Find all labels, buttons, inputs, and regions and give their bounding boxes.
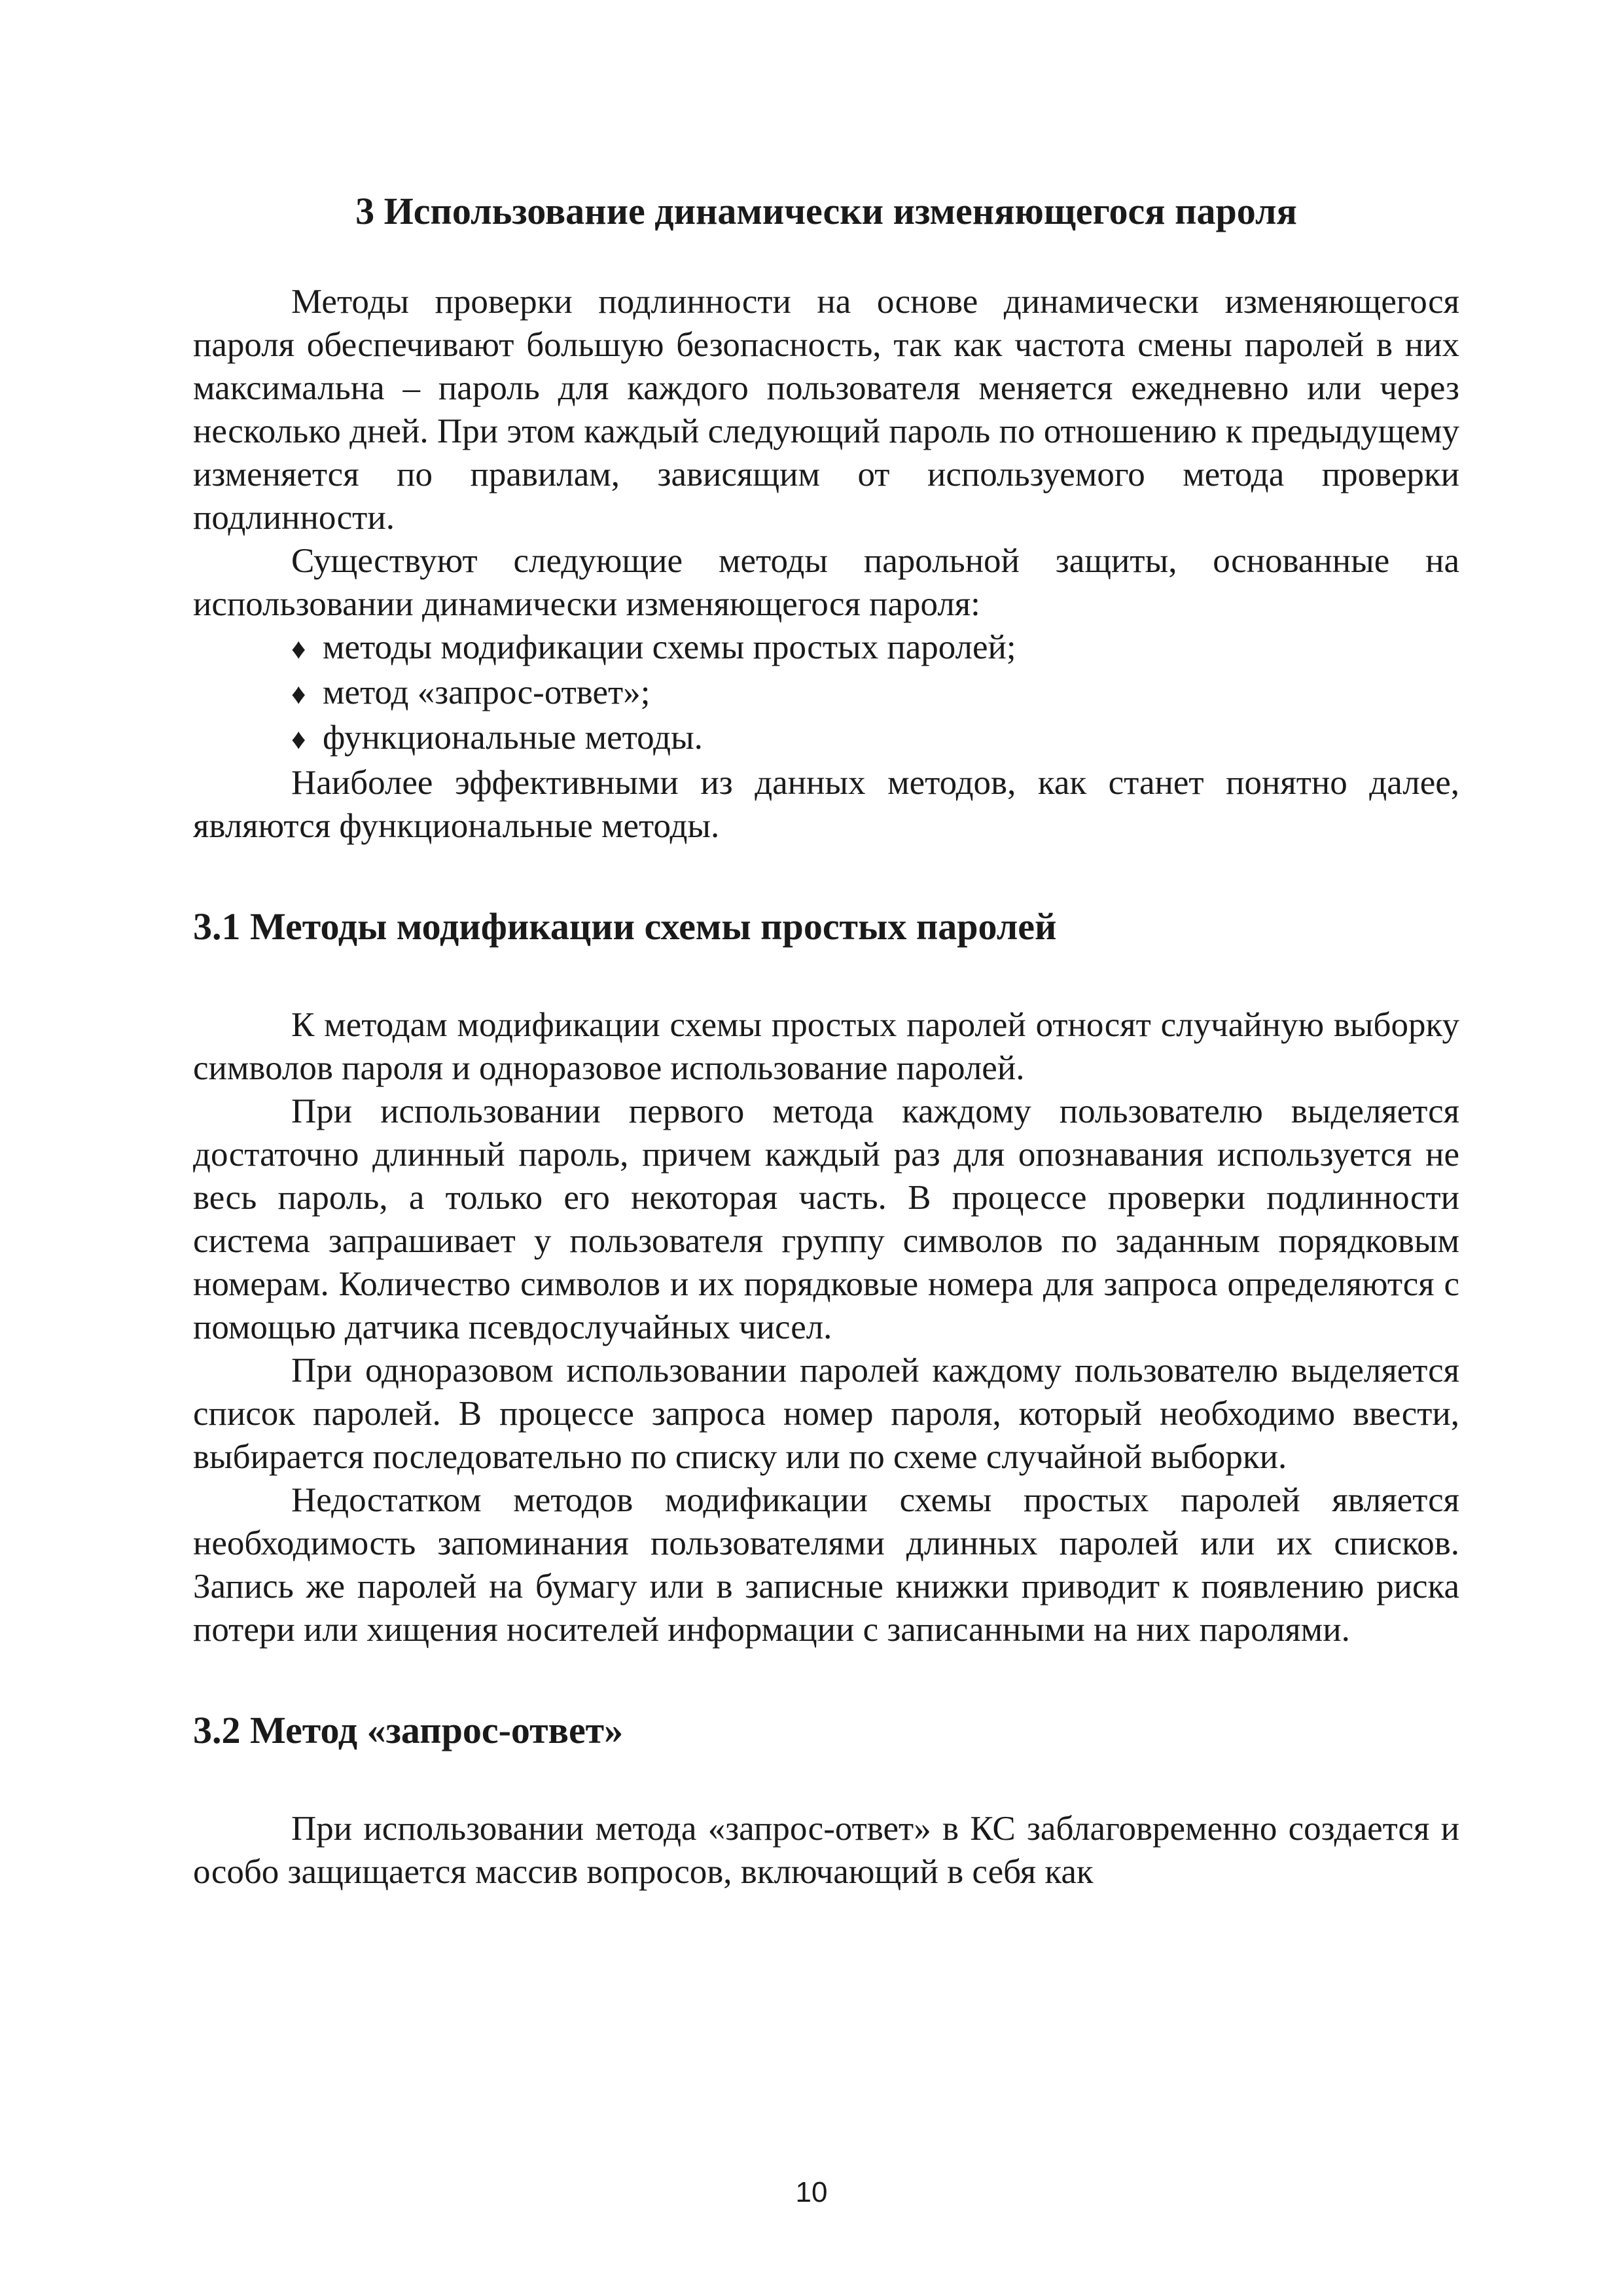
paragraph: Недостатком методов модификации схемы простых паролей является необходимость запоминания пользователями длинных паролей или их списков. Запись же паролей на бумагу или в записные книжки приводит к появлению риска потери или хищения носителей информации с записанными на них паролями. (193, 1481, 1459, 1649)
paragraph: При использовании первого метода каждому пользователю выделяется достаточно длинный пароль, причем каждый раз для опознавания используется не весь пароль, а только его некоторая часть. В процессе проверки подлинности система запрашивает у пользователя группу символов по заданным порядковым номерам. Количество символов и их порядковые номера для запроса определяются с помощью датчика псевдослучайных чисел. (193, 1092, 1459, 1346)
list-item-text: методы модификации схемы простых паролей; (323, 628, 1016, 666)
paragraph: При одноразовом использовании паролей каждому пользователю выделяется список паролей. В процессе запроса номер пароля, который необходимо ввести, выбирается последовательно по списку или по схеме случайной выборки. (193, 1352, 1459, 1476)
page-number: 10 (795, 2176, 828, 2208)
paragraph: К методам модификации схемы простых паролей относят случайную выборку символов пароля и одноразовое использование паролей. (193, 1006, 1459, 1087)
list-item (193, 671, 1459, 716)
diamond-bullet-icon: ♦ (291, 678, 306, 710)
section-title-3-2: 3.2 Метод «запрос-ответ» (193, 1709, 624, 1751)
list-item-text: функциональные методы. (323, 719, 703, 757)
section-title-3-1: 3.1 Методы модификации схемы простых паролей (193, 905, 1057, 948)
chapter-title: 3 Использование динамически изменяющегося пароля (355, 190, 1297, 232)
list-item (193, 626, 1459, 671)
diamond-bullet-icon: ♦ (291, 633, 306, 665)
paragraph: Существуют следующие методы парольной защиты, основанные на использовании динамически изменяющегося пароля: (193, 542, 1459, 623)
paragraph: При использовании метода «запрос-ответ» в КС заблаговременно создается и особо защищается массив вопросов, включающий в себя как (193, 1810, 1459, 1891)
paragraph: Наиболее эффективными из данных методов, как станет понятно далее, являются функциональные методы. (193, 764, 1459, 845)
document-page (193, 190, 1459, 1893)
paragraph: Методы проверки подлинности на основе динамически изменяющегося пароля обеспечивают большую безопасность, так как частота смены паролей в них максимальна – пароль для каждого пользователя меняется ежедневно или через несколько дней. При этом каждый следующий пароль по отношению к предыдущему изменяется по правилам, зависящим от используемого метода проверки подлинности. (193, 283, 1459, 537)
list-item (193, 716, 1459, 761)
diamond-bullet-icon: ♦ (291, 723, 306, 755)
list-item-text: метод «запрос-ответ»; (323, 673, 651, 711)
